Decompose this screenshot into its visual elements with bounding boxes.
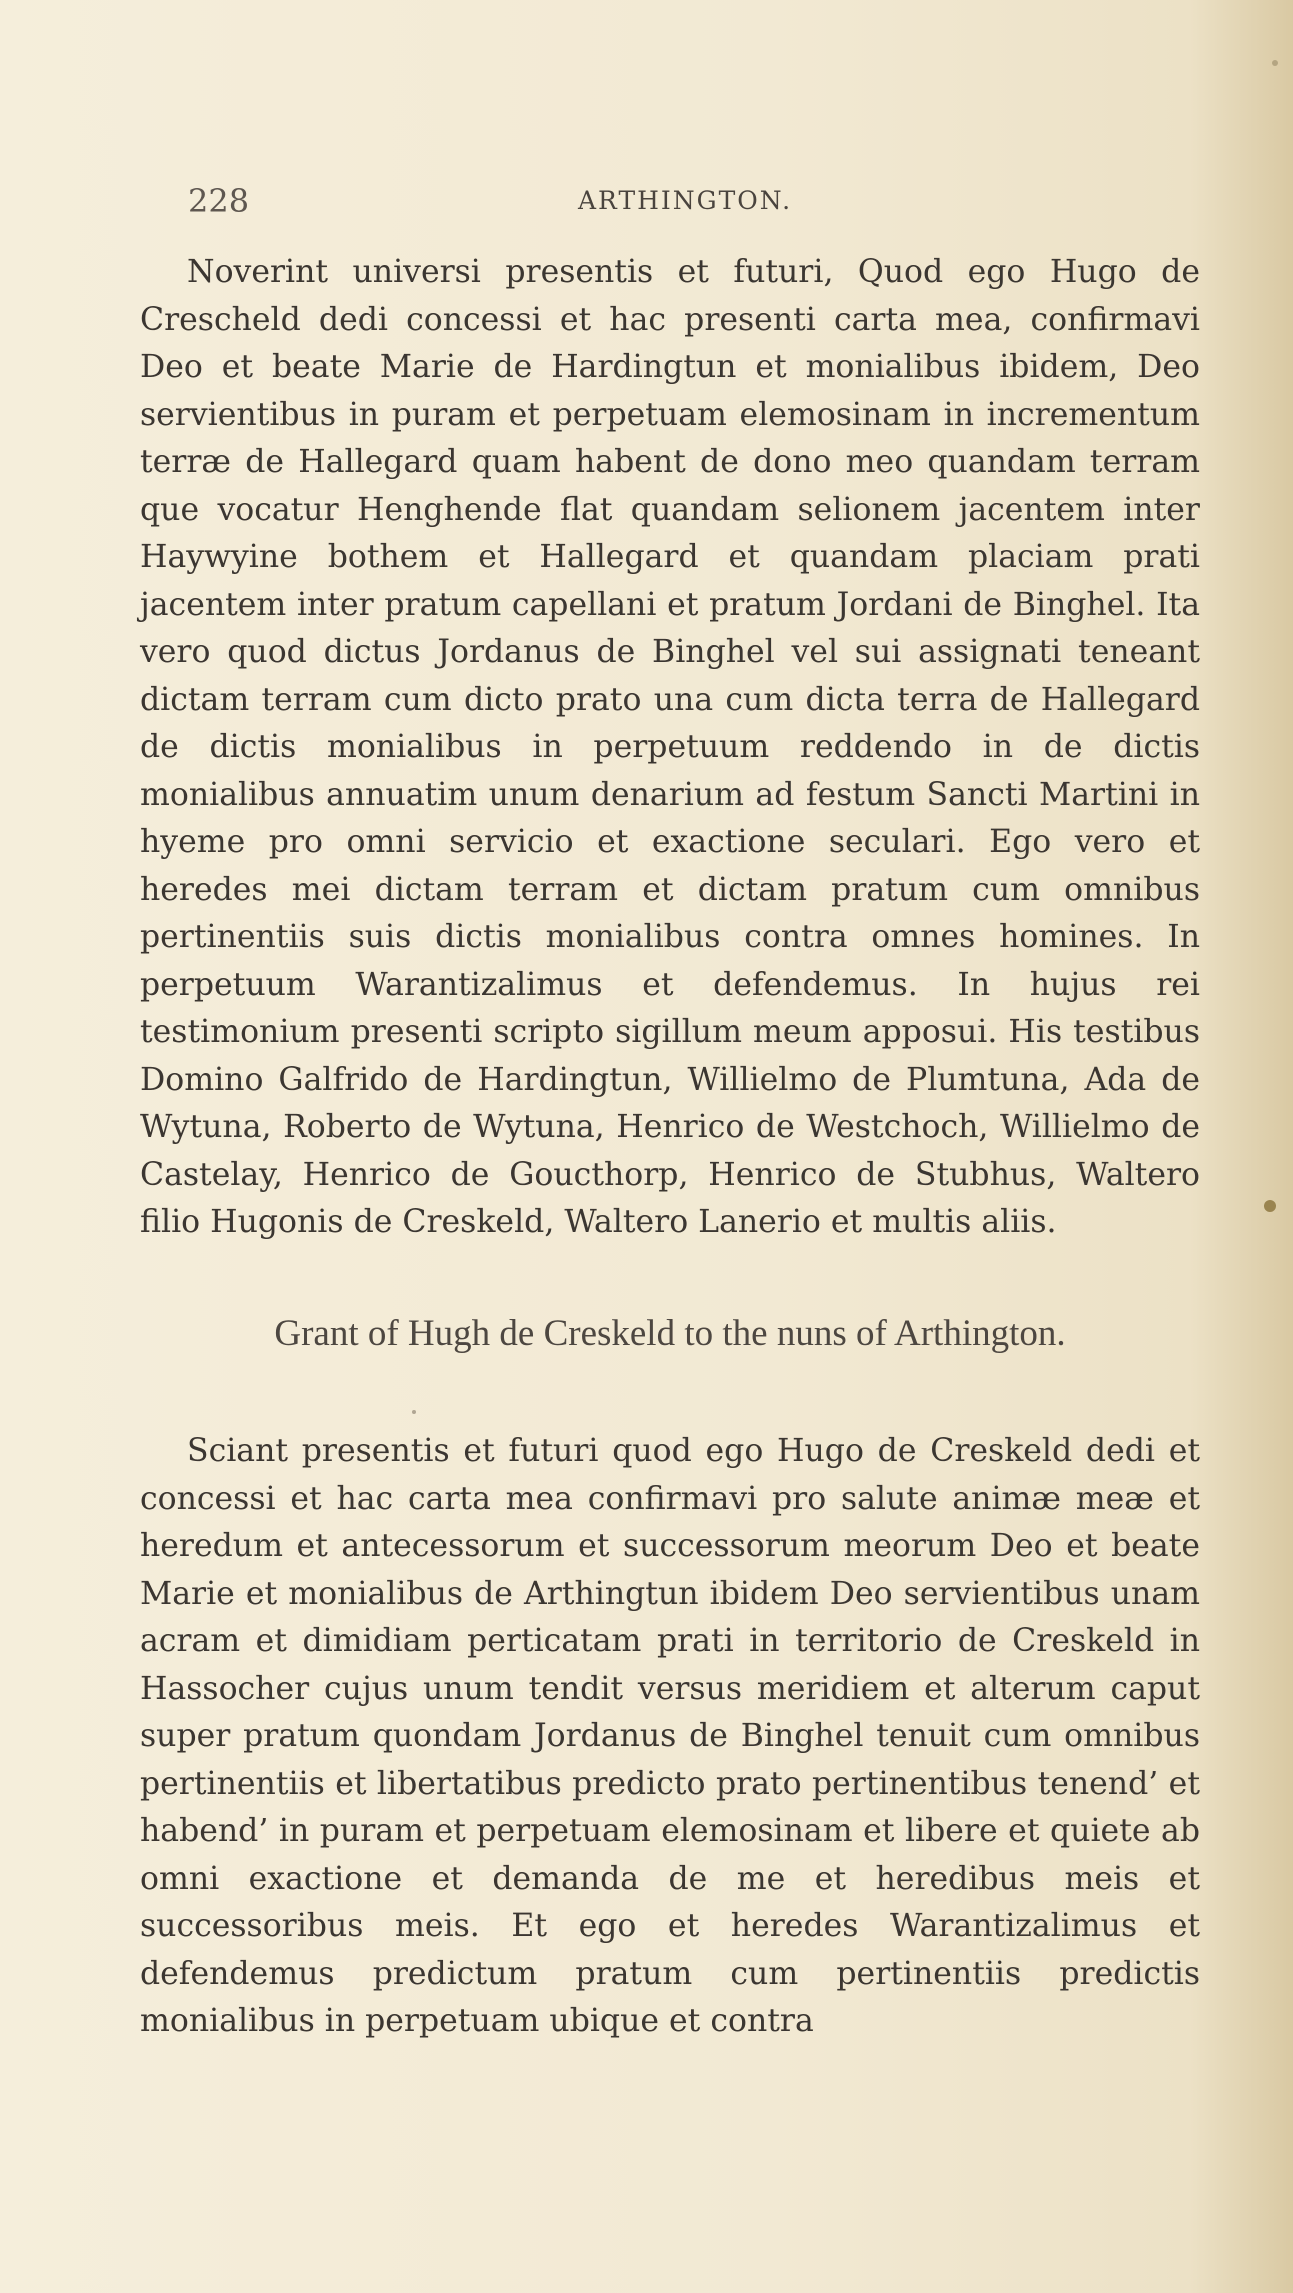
running-head	[188, 182, 1188, 232]
page-number: 228	[188, 182, 250, 220]
section-heading: Grant of Hugh de Creskeld to the nuns of Arthington.	[274, 1313, 1066, 1354]
charter-text-hugo-de-creskeld: Sciant presentis et futuri quod ego Hugo de Creskeld dedi et concessi et hac carta mea confirmavi pro salute animæ meæ et heredum et antecessorum et successorum meorum Deo et beate Marie et monialibus de Arthingtun ibidem Deo servientibus unam acram et dimidiam perticatam prati in territorio de Creskeld in Hassocher cujus unum tendit versus meridiem et alterum caput super pratum quondam Jordanus de Binghel tenuit cum omnibus pertinentiis et libertatibus predicto prato pertinentibus tenend’ et habend’ in puram et perpetuam elemosinam et libere et quiete ab omni exactione et demanda de me et heredibus meis et successoribus meis. Et ego et heredes Warantizalimus et defendemus predictum pratum cum pertinentiis predictis monialibus in perpetuam ubique et contra	[140, 1433, 1200, 2039]
charter-text-hugo-de-crescheld: Noverint universi presentis et futuri, Quod ego Hugo de Crescheld dedi concessi et hac presenti carta mea, confirmavi Deo et beate Marie de Hardingtun et monialibus ibidem, Deo servientibus in puram et perpetuam elemosinam in incrementum terræ de Hallegard quam habent de dono meo quandam terram que vocatur Henghende flat quandam selionem jacentem inter Haywyine bothem et Hallegard et quandam placiam prati jacentem inter pratum capellani et pratum Jordani de Binghel. Ita vero quod dictus Jordanus de Binghel vel sui assignati teneant dictam terram cum dicto prato una cum dicta terra de Hallegard de dictis monialibus in perpetuum reddendo in de dictis monialibus annuatim unum denarium ad festum Sancti Martini in hyeme pro omni servicio et exactione seculari. Ego vero et heredes mei dictam terram et dictam pratum cum omnibus pertinentiis suis dictis monialibus contra omnes homines. In perpetuum Warantizalimus et defendemus. In hujus rei testimonium presenti scripto sigillum meum apposui. His testibus Domino Galfrido de Hardingtun, Willielmo de Plumtuna, Ada de Wytuna, Roberto de Wytuna, Henrico de Westchoch, Willielmo de Castelay, Henrico de Goucthorp, Henrico de Stubhus, Waltero filio Hugonis de Creskeld, Waltero Lanerio et multis aliis.	[140, 254, 1200, 1240]
ink-speck	[412, 1410, 416, 1414]
paper-speck	[1272, 60, 1278, 66]
ink-spot	[1264, 1200, 1276, 1212]
running-title: ARTHINGTON.	[578, 186, 793, 215]
